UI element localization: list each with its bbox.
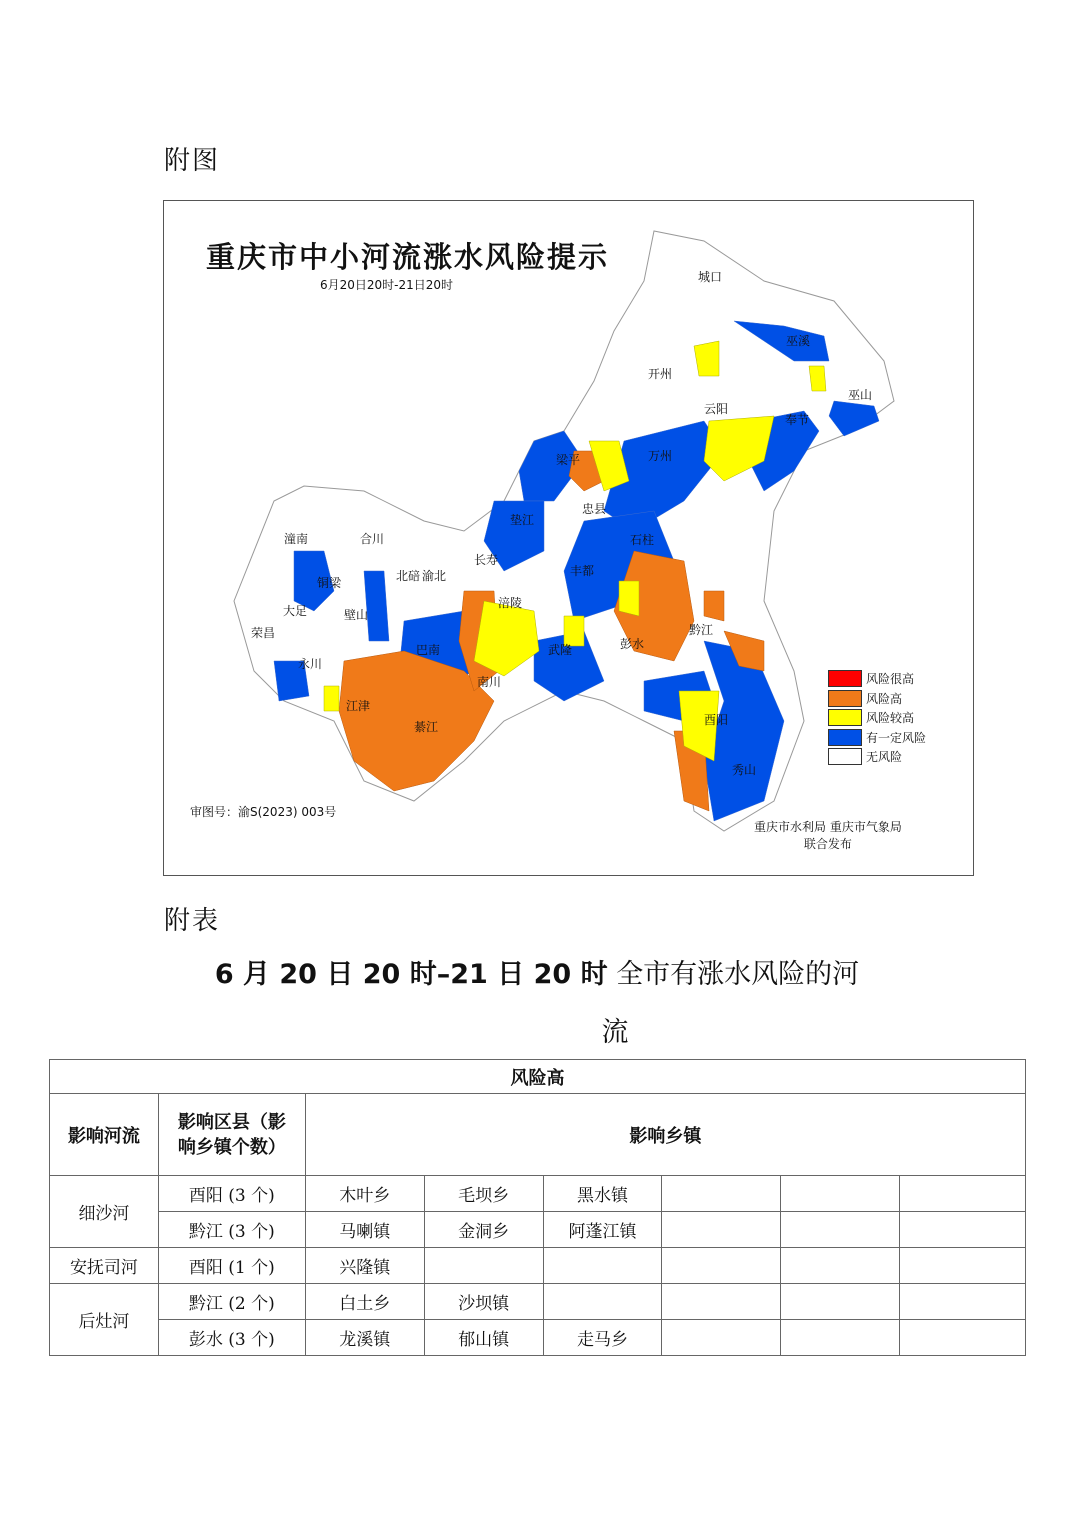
yellow-area-pengshui xyxy=(619,581,639,616)
place-label: 丰都 xyxy=(570,564,595,578)
town-cell: 白土乡 xyxy=(305,1284,424,1320)
table-title-text: 全市有涨水风险的河 xyxy=(616,959,860,990)
figure-heading: 附图 xyxy=(164,146,221,176)
town-cell: 走马乡 xyxy=(543,1320,662,1356)
place-label: 梁平 xyxy=(556,453,581,467)
river-cell: 细沙河 xyxy=(50,1176,159,1248)
town-cell: 阿蓬江镇 xyxy=(543,1212,662,1248)
place-label: 铜梁 xyxy=(317,576,342,590)
legend-swatch xyxy=(828,690,862,707)
place-label: 潼南 xyxy=(284,532,309,546)
town-cell xyxy=(662,1248,781,1284)
legend-label: 风险很高 xyxy=(866,672,915,687)
map-title: 重庆市中小河流涨水风险提示 xyxy=(206,240,610,274)
table-row xyxy=(50,1248,1026,1284)
place-label: 巴南 xyxy=(416,643,441,657)
town-cell: 毛坝乡 xyxy=(424,1176,543,1212)
legend-swatch xyxy=(828,748,862,765)
place-label: 秀山 xyxy=(732,763,757,777)
place-label: 武隆 xyxy=(548,643,573,657)
legend-swatch xyxy=(828,670,862,687)
town-cell xyxy=(781,1248,900,1284)
column-header-county: 影响区县（影响乡镇个数） xyxy=(158,1094,305,1176)
publisher-line: 重庆市水利局 重庆市气象局 xyxy=(754,820,902,834)
town-cell: 马喇镇 xyxy=(305,1212,424,1248)
place-label: 涪陵 xyxy=(498,596,523,610)
town-cell xyxy=(543,1284,662,1320)
place-label: 长寿 xyxy=(474,553,499,567)
town-cell: 郁山镇 xyxy=(424,1320,543,1356)
publisher-line: 联合发布 xyxy=(803,837,852,851)
town-cell: 木叶乡 xyxy=(305,1176,424,1212)
town-cell xyxy=(900,1320,1026,1356)
legend-label: 风险较高 xyxy=(866,711,915,726)
place-label: 万州 xyxy=(648,449,673,463)
town-cell xyxy=(781,1284,900,1320)
place-label: 合川 xyxy=(360,532,385,546)
column-header-towns: 影响乡镇 xyxy=(305,1094,1025,1176)
town-cell: 龙溪镇 xyxy=(305,1320,424,1356)
town-cell xyxy=(900,1212,1026,1248)
place-label: 巫山 xyxy=(848,388,873,402)
place-label: 城口 xyxy=(698,270,723,284)
map-subtitle: 6月20日20时-21日20时 xyxy=(320,278,454,292)
table-heading: 附表 xyxy=(164,906,221,936)
place-label: 开州 xyxy=(648,367,673,381)
table-row xyxy=(50,1176,1026,1212)
place-label: 北碚 xyxy=(396,569,421,583)
town-cell xyxy=(662,1320,781,1356)
town-cell xyxy=(781,1212,900,1248)
legend-item xyxy=(828,708,926,728)
town-cell xyxy=(543,1248,662,1284)
risk-map xyxy=(163,200,974,876)
town-cell: 沙坝镇 xyxy=(424,1284,543,1320)
place-label: 大足 xyxy=(283,604,308,618)
place-label: 垫江 xyxy=(510,513,535,527)
publisher xyxy=(754,819,902,853)
county-cell: 黔江 (3 个) xyxy=(158,1212,305,1248)
table-row xyxy=(50,1284,1026,1320)
approval-number: 审图号：渝S(2023) 003号 xyxy=(190,805,337,819)
town-cell: 兴隆镇 xyxy=(305,1248,424,1284)
county-cell: 彭水 (3 个) xyxy=(158,1320,305,1356)
legend-swatch xyxy=(828,729,862,746)
table-title-continued: 流 xyxy=(601,1017,629,1048)
table-title xyxy=(0,952,1074,991)
place-label: 黔江 xyxy=(689,623,714,637)
place-label: 江津 xyxy=(346,699,371,713)
town-cell xyxy=(424,1248,543,1284)
table-row xyxy=(50,1320,1026,1356)
place-label: 荣昌 xyxy=(251,626,276,640)
place-label: 奉节 xyxy=(785,413,810,427)
place-label: 石柱 xyxy=(630,533,655,547)
town-cell xyxy=(662,1176,781,1212)
yellow-area-dazu xyxy=(324,686,339,711)
county-cell: 酉阳 (3 个) xyxy=(158,1176,305,1212)
orange-area-qianjiang xyxy=(704,591,724,621)
place-label: 綦江 xyxy=(414,720,439,734)
column-header-river: 影响河流 xyxy=(50,1094,159,1176)
place-label: 壁山 xyxy=(344,608,369,622)
legend-label: 风险高 xyxy=(866,691,903,706)
river-cell: 安抚司河 xyxy=(50,1248,159,1284)
legend-item xyxy=(828,669,926,689)
risk-level-header: 风险高 xyxy=(50,1060,1026,1094)
county-cell: 酉阳 (1 个) xyxy=(158,1248,305,1284)
river-cell: 后灶河 xyxy=(50,1284,159,1356)
town-cell xyxy=(781,1320,900,1356)
legend-item xyxy=(828,728,926,748)
map-legend xyxy=(828,669,926,767)
yellow-area-wuxi xyxy=(809,366,826,391)
town-cell xyxy=(900,1248,1026,1284)
legend-label: 无风险 xyxy=(866,750,903,765)
place-label: 酉阳 xyxy=(704,713,729,727)
table-row xyxy=(50,1212,1026,1248)
place-label: 忠县 xyxy=(582,502,607,516)
town-cell xyxy=(900,1176,1026,1212)
legend-swatch xyxy=(828,709,862,726)
town-cell xyxy=(781,1176,900,1212)
county-cell: 黔江 (2 个) xyxy=(158,1284,305,1320)
legend-item xyxy=(828,747,926,767)
table-title-date: 6 月 20 日 20 时–21 日 20 时 xyxy=(214,959,608,990)
town-cell: 黑水镇 xyxy=(543,1176,662,1212)
place-label: 彭水 xyxy=(620,637,645,651)
risk-table xyxy=(49,1059,1026,1356)
town-cell: 金洞乡 xyxy=(424,1212,543,1248)
legend-item xyxy=(828,689,926,709)
place-label: 南川 xyxy=(477,675,502,689)
town-cell xyxy=(900,1284,1026,1320)
place-label: 永川 xyxy=(298,657,323,671)
place-label: 渝北 xyxy=(422,569,447,583)
town-cell xyxy=(662,1284,781,1320)
map-base-region xyxy=(234,231,894,831)
legend-label: 有一定风险 xyxy=(866,730,927,745)
place-label: 云阳 xyxy=(704,402,729,416)
town-cell xyxy=(662,1212,781,1248)
place-label: 巫溪 xyxy=(786,334,811,348)
